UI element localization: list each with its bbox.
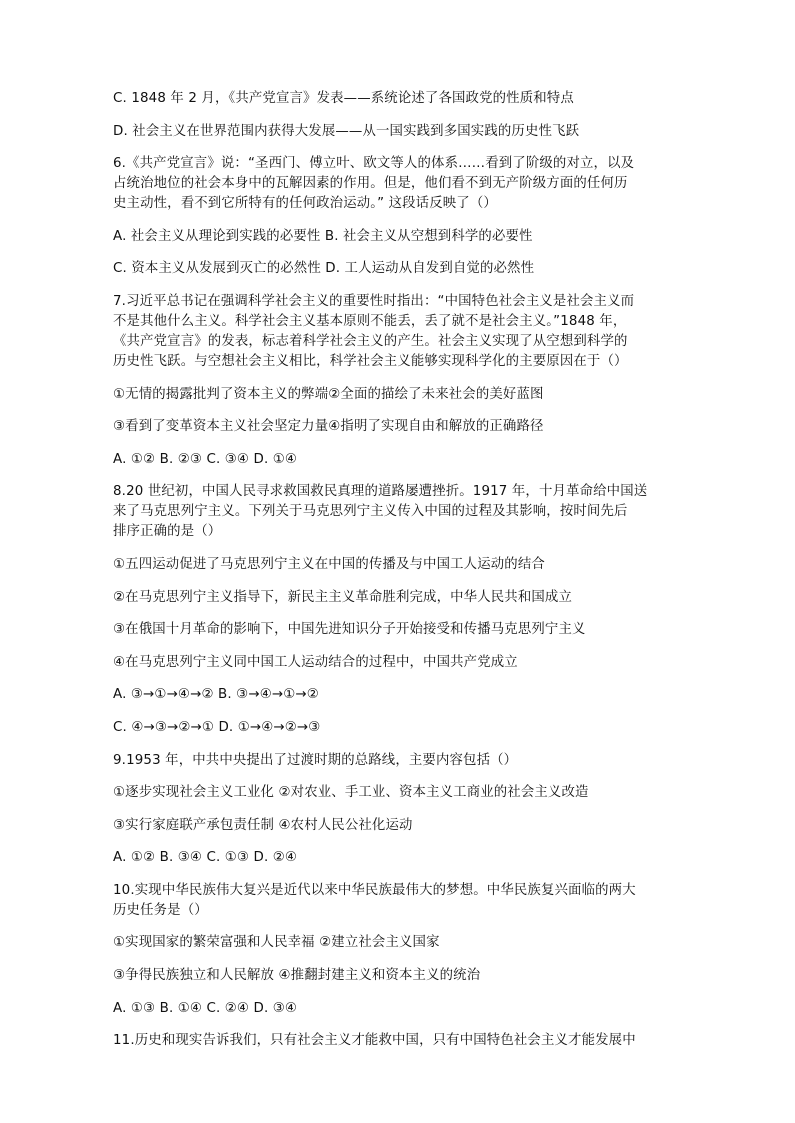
question-7-item: [113, 417, 693, 437]
text-line: ③看到了变革资本主义社会坚定力量④指明了实现自由和解放的正确路径: [113, 419, 544, 435]
option-c-line: C. 1848 年 2 月，《共产党宣言》发表——系统论述了各国政党的性质和特点: [113, 91, 574, 106]
paragraph: [113, 122, 693, 142]
text-line: ②在马克思列宁主义指导下，新民主主义革命胜利完成，中华人民共和国成立: [113, 589, 572, 605]
text-line: C. ④→③→②→① D. ①→④→②→③: [113, 719, 321, 735]
text-line: 6.《共产党宣言》说：“圣西门、傅立叶、欧文等人的体系……看到了阶级的对立，以及: [113, 156, 635, 172]
question-7-options: [113, 450, 693, 470]
text-line: 占统治地位的社会本身中的瓦解因素的作用。但是，他们看不到无产阶级方面的任何历: [113, 176, 628, 192]
question-8-options-ab: [113, 685, 693, 705]
question-8-options-cd: [113, 718, 693, 738]
paragraph: [113, 89, 693, 109]
question-8-item: [113, 555, 693, 575]
question-10-item: [113, 933, 693, 953]
text-line: ①逐步实现社会主义工业化 ②对农业、手工业、资本主义工商业的社会主义改造: [113, 785, 589, 801]
text-line: 史主动性，看不到它所特有的任何政治运动。” 这段话反映了（）: [113, 196, 497, 212]
question-10-options: [113, 999, 693, 1019]
text-line: ③在俄国十月革命的影响下，中国先进知识分子开始接受和传播马克思列宁主义: [113, 622, 586, 638]
question-8-item: [113, 653, 693, 673]
text-line: 《共产党宣言》的发表，标志着科学社会主义的产生。社会主义实现了从空想到科学的: [113, 333, 628, 349]
page-content: [113, 89, 693, 1064]
option-d-line: D. 社会主义在世界范围内获得大发展——从一国实践到多国实践的历史性飞跃: [113, 123, 580, 139]
question-8-stem: [113, 482, 693, 542]
text-line: 11.历史和现实告诉我们，只有社会主义才能救中国，只有中国特色社会主义才能发展中: [113, 1033, 636, 1049]
text-line: 排序正确的是（）: [113, 524, 222, 540]
question-6-options-cd: [113, 259, 693, 279]
question-8-item: [113, 620, 693, 640]
question-9-item: [113, 783, 693, 803]
text-line: 7.习近平总书记在强调科学社会主义的重要性时指出：“中国特色社会主义是社会主义而: [113, 293, 635, 309]
text-line: ①五四运动促进了马克思列宁主义在中国的传播及与中国工人运动的结合: [113, 556, 545, 572]
text-line: ①无情的揭露批判了资本主义的弊端②全面的描绘了未来社会的美好蓝图: [113, 386, 544, 402]
text-line: 来了马克思列宁主义。下列关于马克思列宁主义传入中国的过程及其影响，按时间先后: [113, 504, 628, 520]
text-line: A. ①③ B. ①④ C. ②④ D. ③④: [113, 1000, 298, 1016]
question-7-stem: [113, 292, 693, 372]
question-10-stem: [113, 881, 693, 921]
question-6-options-ab: [113, 227, 693, 247]
text-line: ③争得民族独立和人民解放 ④推翻封建主义和资本主义的统治: [113, 968, 481, 984]
text-line: ③实行家庭联产承包责任制 ④农村人民公社化运动: [113, 817, 413, 833]
text-line: C. 资本主义从发展到灭亡的必然性 D. 工人运动从自发到自觉的必然性: [113, 261, 535, 277]
question-9-item: [113, 816, 693, 836]
question-10-item: [113, 966, 693, 986]
text-line: A. ①② B. ②③ C. ③④ D. ①④: [113, 451, 298, 467]
question-8-item: [113, 588, 693, 608]
question-9-options: [113, 848, 693, 868]
text-line: A. ③→①→④→② B. ③→④→①→②: [113, 687, 319, 703]
question-6-stem: [113, 154, 693, 214]
text-line: A. ①② B. ③④ C. ①③ D. ②④: [113, 850, 298, 866]
text-line: 历史任务是（）: [113, 902, 208, 918]
text-line: 8.20 世纪初，中国人民寻求救国救民真理的道路屡遭挫折。1917 年，十月革命给中国送: [113, 484, 648, 500]
question-9-stem: [113, 751, 693, 771]
text-line: ④在马克思列宁主义同中国工人运动结合的过程中，中国共产党成立: [113, 654, 518, 670]
text-line: 不是其他什么主义。科学社会主义基本原则不能丢，丢了就不是社会主义。”1848 年，: [113, 313, 627, 329]
text-line: 9.1953 年，中共中央提出了过渡时期的总路线，主要内容包括（）: [113, 752, 518, 768]
question-11-stem: [113, 1031, 693, 1051]
question-7-item: [113, 385, 693, 405]
text-line: 10.实现中华民族伟大复兴是近代以来中华民族最伟大的梦想。中华民族复兴面临的两大: [113, 882, 636, 898]
text-line: A. 社会主义从理论到实践的必要性 B. 社会主义从空想到科学的必要性: [113, 228, 533, 244]
text-line: ①实现国家的繁荣富强和人民幸福 ②建立社会主义国家: [113, 935, 440, 951]
text-line: 历史性飞跃。与空想社会主义相比，科学社会主义能够实现科学化的主要原因在于（）: [113, 353, 628, 369]
